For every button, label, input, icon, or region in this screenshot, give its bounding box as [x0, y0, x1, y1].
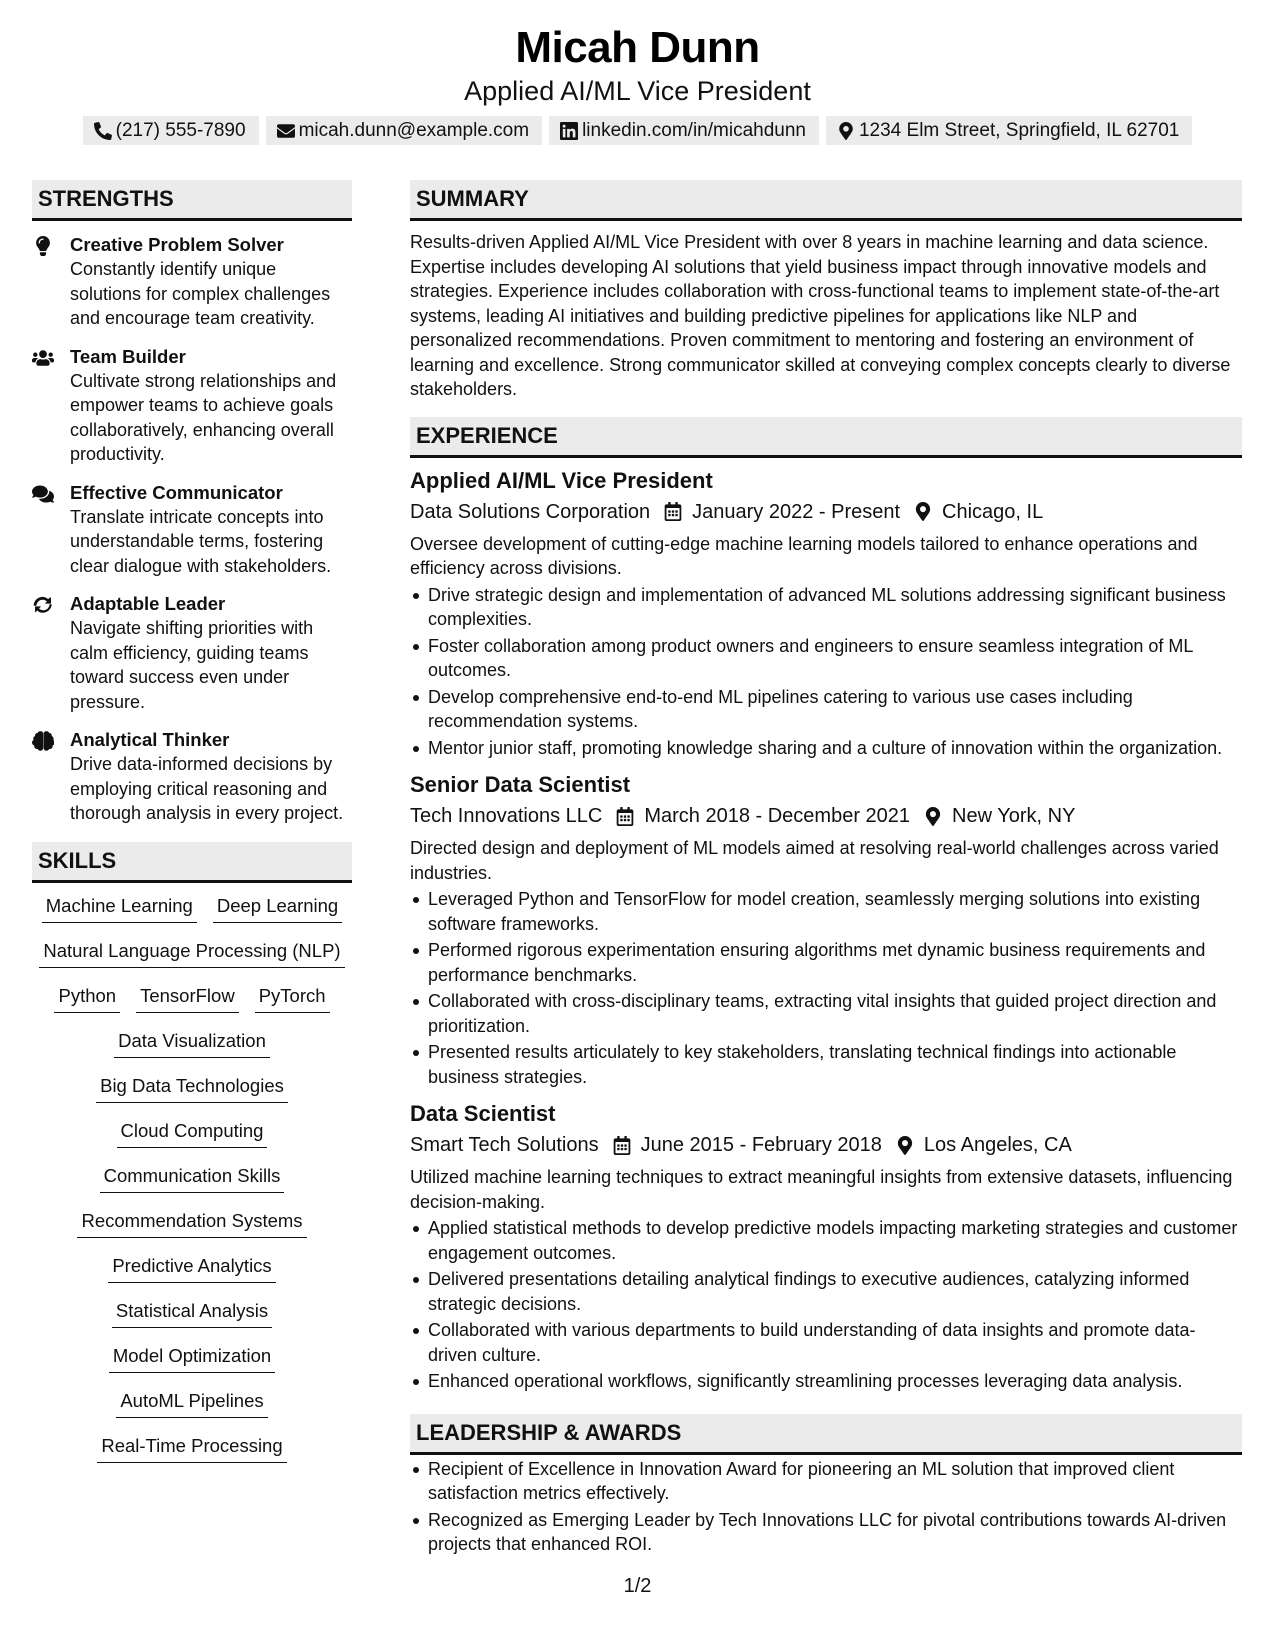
candidate-title: Applied AI/ML Vice President — [464, 76, 811, 106]
linkedin-link[interactable]: linkedin.com/in/micahdunn — [582, 119, 806, 141]
job-title: Senior Data Scientist — [410, 772, 631, 797]
skill-tag: Deep Learning — [213, 893, 342, 923]
job-dates: January 2022 - Present — [692, 500, 901, 523]
brain-icon — [32, 731, 54, 751]
email-link[interactable]: micah.dunn@example.com — [298, 119, 530, 141]
job-entry — [410, 1099, 1242, 1394]
strength-title: Adaptable Leader — [70, 593, 226, 614]
strength-title: Analytical Thinker — [70, 729, 230, 750]
skill-tag: Model Optimization — [109, 1343, 275, 1373]
strength-item — [32, 345, 352, 467]
map-marker-icon — [896, 1136, 914, 1155]
map-marker-icon — [914, 502, 932, 521]
skills-heading: SKILLS — [32, 842, 352, 883]
strength-item — [32, 728, 352, 826]
skill-tag: Data Visualization — [114, 1028, 270, 1058]
calendar-icon — [613, 1136, 631, 1155]
skill-tag: Statistical Analysis — [112, 1298, 272, 1328]
sync-icon — [32, 595, 54, 615]
map-marker-icon — [924, 807, 942, 826]
strength-title: Effective Communicator — [70, 481, 283, 503]
page-number: 1/2 — [623, 1575, 652, 1597]
experience-heading: EXPERIENCE — [410, 417, 1242, 458]
map-marker-icon — [837, 122, 855, 140]
job-bullet: Collaborated with various departments to build understanding of data insights and promote data-driven culture. — [410, 1318, 1242, 1367]
contact-linkedin[interactable] — [549, 116, 819, 145]
job-company: Smart Tech Solutions — [410, 1134, 599, 1156]
lightbulb-icon — [32, 236, 54, 256]
contact-phone — [83, 116, 259, 145]
job-meta — [410, 497, 1242, 527]
left-column — [32, 180, 352, 1478]
skill-row — [108, 1253, 275, 1298]
skill-tag: Big Data Technologies — [96, 1073, 288, 1103]
job-description: Utilized machine learning techniques to extract meaningful insights from extensive datasets, influencing decision-making. — [410, 1167, 1233, 1212]
skill-row — [77, 1208, 306, 1253]
job-bullets — [410, 583, 1242, 761]
strength-desc: Translate intricate concepts into understandable terms, fostering clear dialogue with stakeholders. — [70, 506, 332, 576]
job-entry — [410, 770, 1242, 1089]
job-bullet: Applied statistical methods to develop predictive models impacting marketing strategies and customer engagement outcomes. — [410, 1216, 1242, 1265]
job-location: Los Angeles, CA — [923, 1134, 1072, 1156]
skill-tag: Recommendation Systems — [77, 1208, 306, 1238]
calendar-icon — [616, 807, 634, 826]
strength-title: Team Builder — [70, 345, 186, 367]
skill-tag: Machine Learning — [42, 893, 197, 923]
contact-address — [826, 116, 1192, 145]
skill-tag: Real-Time Processing — [97, 1433, 286, 1463]
strength-item — [32, 592, 352, 714]
job-dates: June 2015 - February 2018 — [640, 1134, 882, 1156]
skill-row — [109, 1343, 275, 1388]
skill-row — [97, 1433, 286, 1478]
job-bullet: Leveraged Python and TensorFlow for model creation, seamlessly merging solutions into existing software frameworks. — [410, 887, 1242, 936]
skill-tag: TensorFlow — [136, 983, 239, 1013]
envelope-icon — [277, 122, 295, 140]
skill-tag: Communication Skills — [100, 1163, 285, 1193]
strength-desc: Cultivate strong relationships and empower teams to achieve goals collaboratively, enhancing overall productivity. — [70, 370, 337, 464]
skill-row — [42, 893, 342, 938]
job-bullet: Presented results articulately to key stakeholders, translating technical findings into actionable business strategies. — [410, 1040, 1242, 1089]
job-bullet: Collaborated with cross-disciplinary teams, extracting vital insights that guided project direction and prioritization. — [410, 989, 1242, 1038]
linkedin-icon — [560, 122, 578, 140]
job-bullet: Foster collaboration among product owners and engineers to ensure seamless integration of ML outcomes. — [410, 634, 1242, 683]
strength-item — [32, 481, 352, 579]
leadership-list — [410, 1457, 1242, 1557]
job-bullet: Enhanced operational workflows, significantly streamlining processes leveraging data analysis. — [410, 1369, 1242, 1394]
calendar-icon — [664, 502, 682, 521]
strengths-heading: STRENGTHS — [32, 180, 352, 221]
summary-text: Results-driven Applied AI/ML Vice President with over 8 years in machine learning and data science. Expertise includes developing AI solutions that yield business impact through innovative models and strategies. Experience includes collaboration with cross-functional teams to implement state-of-the-art systems, leading AI initiatives and building predictive pipelines for applications like NLP and personalized recommendations. Proven commitment to mentoring and fostering an environment of learning and excellence. Strong communicator skilled at conveying complex concepts clearly to diverse stakeholders. — [410, 232, 1231, 399]
strength-title: Creative Problem Solver — [70, 234, 284, 255]
skill-tag: Natural Language Processing (NLP) — [39, 938, 344, 968]
skill-tag: AutoML Pipelines — [116, 1388, 267, 1418]
job-title: Applied AI/ML Vice President — [410, 467, 713, 493]
job-location: Chicago, IL — [942, 500, 1044, 523]
skill-tag: PyTorch — [255, 983, 330, 1013]
strength-desc: Constantly identify unique solutions for complex challenges and encourage team creativity. — [70, 259, 331, 328]
comments-icon — [32, 484, 54, 504]
skill-tag: Cloud Computing — [117, 1118, 268, 1148]
job-bullet: Performed rigorous experimentation ensuring algorithms met dynamic business requirements and performance benchmarks. — [410, 938, 1242, 987]
job-bullet: Mentor junior staff, promoting knowledge sharing and a culture of innovation within the organization. — [410, 736, 1242, 761]
leadership-item: Recognized as Emerging Leader by Tech Innovations LLC for pivotal contributions towards AI-driven projects that enhanced ROI. — [410, 1508, 1242, 1557]
job-meta — [410, 801, 1242, 831]
strengths-list — [32, 233, 352, 826]
leadership-item: Recipient of Excellence in Innovation Award for pioneering an ML solution that improved client satisfaction metrics effectively. — [410, 1457, 1242, 1506]
skill-row — [100, 1163, 285, 1208]
summary-heading: SUMMARY — [410, 180, 1242, 221]
contact-bar — [0, 116, 1275, 145]
leadership-heading: LEADERSHIP & AWARDS — [410, 1414, 1242, 1455]
strength-desc: Navigate shifting priorities with calm efficiency, guiding teams toward success even under pressure. — [70, 618, 314, 712]
job-company: Tech Innovations LLC — [410, 805, 603, 827]
strength-desc: Drive data-informed decisions by employing critical reasoning and thorough analysis in every project. — [70, 754, 344, 823]
job-location: New York, NY — [952, 805, 1076, 827]
job-bullet: Delivered presentations detailing analytical findings to executive audiences, catalyzing informed strategic decisions. — [410, 1267, 1242, 1316]
leadership-section — [410, 1414, 1242, 1557]
contact-email[interactable] — [266, 116, 543, 145]
job-company: Data Solutions Corporation — [410, 500, 651, 523]
job-bullets — [410, 1216, 1242, 1394]
job-description: Directed design and deployment of ML models aimed at resolving real-world challenges across varied industries. — [410, 838, 1219, 883]
skill-row — [54, 983, 329, 1028]
experience-section — [410, 417, 1242, 1394]
phone-icon — [94, 122, 112, 140]
job-bullet: Develop comprehensive end-to-end ML pipelines catering to various use cases including recommendation systems. — [410, 685, 1242, 734]
phone-text: (217) 555-7890 — [115, 119, 246, 141]
resume-header — [0, 22, 1275, 145]
candidate-name: Micah Dunn — [515, 23, 760, 72]
skill-tag: Python — [54, 983, 120, 1013]
skill-row — [112, 1298, 272, 1343]
job-description: Oversee development of cutting-edge machine learning models tailored to enhance operations and efficiency across divisions. — [410, 533, 1198, 578]
job-bullets — [410, 887, 1242, 1089]
skill-row — [116, 1388, 267, 1433]
job-bullet: Drive strategic design and implementation of advanced ML solutions addressing significant business complexities. — [410, 583, 1242, 632]
job-meta — [410, 1130, 1242, 1160]
skills-list — [32, 893, 352, 1478]
skill-row — [117, 1118, 268, 1163]
right-column — [410, 180, 1242, 1559]
skills-section — [32, 842, 352, 1478]
job-entry — [410, 466, 1242, 761]
strength-item — [32, 233, 352, 331]
skill-row — [96, 1073, 288, 1118]
skill-row — [114, 1028, 270, 1073]
address-text: 1234 Elm Street, Springfield, IL 62701 — [858, 119, 1180, 141]
skill-tag: Predictive Analytics — [108, 1253, 275, 1283]
users-icon — [32, 348, 54, 368]
job-dates: March 2018 - December 2021 — [644, 805, 911, 827]
job-title: Data Scientist — [410, 1101, 556, 1126]
skill-row — [39, 938, 344, 983]
